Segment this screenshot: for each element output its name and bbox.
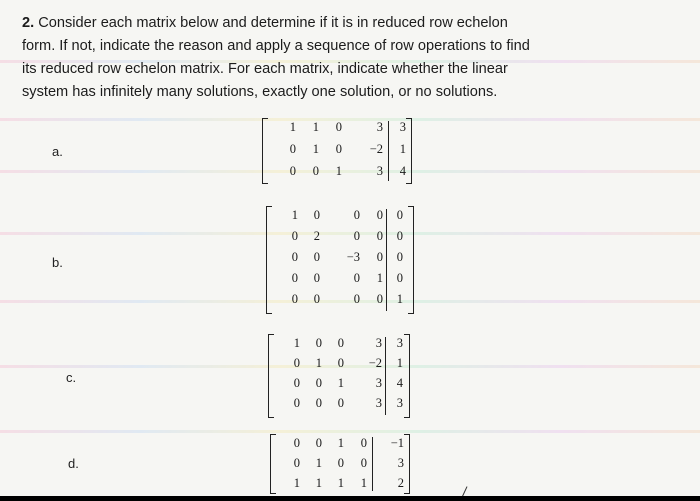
matrix-b-cell: 0 xyxy=(291,292,298,306)
matrix-c-left-bracket xyxy=(268,334,274,418)
matrix-b-cell: 0 xyxy=(313,250,320,264)
problem-line-2: form. If not, indicate the reason and apply a sequence of row operations to find xyxy=(22,38,530,54)
matrix-c-cell: 3 xyxy=(375,336,382,350)
matrix-d-cell: 1 xyxy=(315,476,322,490)
matrix-a-cell: 1 xyxy=(289,120,296,134)
matrix-b-cell: 0 xyxy=(291,271,298,285)
matrix-b-cell: 1 xyxy=(291,208,298,222)
label-a: a. xyxy=(52,144,63,159)
matrix-b-aug-cell: 0 xyxy=(396,250,403,264)
matrix-b-cell: 0 xyxy=(313,208,320,222)
matrix-c-cell: 3 xyxy=(375,396,382,410)
matrix-d-cell: 1 xyxy=(293,476,300,490)
matrix-d-cell: 0 xyxy=(360,436,367,450)
matrix-b-cell: 0 xyxy=(376,208,383,222)
label-d: d. xyxy=(68,456,79,471)
matrix-b xyxy=(266,206,414,314)
matrix-a-cell: 0 xyxy=(289,164,296,178)
matrix-b-right-bracket xyxy=(408,206,414,314)
matrix-a-right-bracket xyxy=(406,118,412,184)
matrix-a-cell: 0 xyxy=(289,142,296,156)
matrix-d-cell: 1 xyxy=(337,476,344,490)
matrix-a-cell: 0 xyxy=(335,142,342,156)
matrix-a-cell: 3 xyxy=(376,164,383,178)
matrix-b-cell: 0 xyxy=(353,292,360,306)
matrix-b-cell: 0 xyxy=(313,271,320,285)
matrix-b-cell: 0 xyxy=(291,229,298,243)
matrix-b-aug-cell: 0 xyxy=(396,208,403,222)
matrix-a-cell: 0 xyxy=(335,120,342,134)
matrix-c-cell: 3 xyxy=(375,376,382,390)
matrix-d-cell: 0 xyxy=(360,456,367,470)
matrix-a-aug-cell: 3 xyxy=(399,120,406,134)
matrix-c-cell: 0 xyxy=(337,356,344,370)
matrix-a-cell: −2 xyxy=(369,142,383,156)
matrix-c-cell: 0 xyxy=(293,396,300,410)
matrix-b-cell: 0 xyxy=(376,250,383,264)
matrix-b-cell: 2 xyxy=(313,229,320,243)
matrix-d-cell: 0 xyxy=(337,456,344,470)
matrix-b-aug-cell: 0 xyxy=(396,271,403,285)
matrix-d-cell: 1 xyxy=(360,476,367,490)
problem-line-4: system has infinitely many solutions, exactly one solution, or no solutions. xyxy=(22,84,498,100)
matrix-d-aug-cell: −1 xyxy=(390,436,404,450)
matrix-a-aug-cell: 4 xyxy=(399,164,406,178)
matrix-b-cell: 0 xyxy=(291,250,298,264)
matrix-a-aug-cell: 1 xyxy=(399,142,406,156)
matrix-c xyxy=(268,334,410,418)
matrix-a-left-bracket xyxy=(262,118,268,184)
matrix-c-aug-cell: 1 xyxy=(396,356,403,370)
matrix-c-right-bracket xyxy=(404,334,410,418)
matrix-b-cell: 0 xyxy=(353,208,360,222)
matrix-d-aug-cell: 2 xyxy=(397,476,404,490)
matrix-d-augment-bar xyxy=(372,437,373,491)
matrix-a xyxy=(262,118,412,184)
matrix-b-cell: 0 xyxy=(313,292,320,306)
matrix-d-cell: 0 xyxy=(293,456,300,470)
matrix-b-cell: 0 xyxy=(353,271,360,285)
matrix-d xyxy=(270,434,410,494)
matrix-b-aug-cell: 0 xyxy=(396,229,403,243)
matrix-c-cell: 0 xyxy=(293,376,300,390)
matrix-d-cell: 0 xyxy=(315,436,322,450)
matrix-c-cell: −2 xyxy=(368,356,382,370)
matrix-d-cell: 1 xyxy=(337,436,344,450)
matrix-a-cell: 0 xyxy=(312,164,319,178)
matrix-b-cell: 1 xyxy=(376,271,383,285)
matrix-a-cell: 1 xyxy=(312,142,319,156)
matrix-b-cell: 0 xyxy=(376,292,383,306)
matrix-c-cell: 0 xyxy=(315,396,322,410)
matrix-b-cell: 0 xyxy=(376,229,383,243)
matrix-c-aug-cell: 4 xyxy=(396,376,403,390)
matrix-d-right-bracket xyxy=(404,434,410,494)
problem-number: 2. xyxy=(22,15,35,31)
matrix-a-cell: 3 xyxy=(376,120,383,134)
matrix-a-cell: 1 xyxy=(335,164,342,178)
matrix-c-cell: 1 xyxy=(337,376,344,390)
label-c: c. xyxy=(66,370,77,385)
matrix-b-aug-cell: 1 xyxy=(396,292,403,306)
matrix-d-aug-cell: 3 xyxy=(397,456,404,470)
problem-line-3: its reduced row echelon matrix. For each matrix, indicate whether the linear xyxy=(22,61,508,77)
matrix-c-aug-cell: 3 xyxy=(396,396,403,410)
matrix-c-cell: 1 xyxy=(315,356,322,370)
matrix-d-cell: 1 xyxy=(315,456,322,470)
matrix-b-left-bracket xyxy=(266,206,272,314)
matrix-c-aug-cell: 3 xyxy=(396,336,403,350)
matrix-d-left-bracket xyxy=(270,434,276,494)
matrix-c-cell: 1 xyxy=(293,336,300,350)
matrix-c-cell: 0 xyxy=(315,376,322,390)
pen-mark xyxy=(462,486,468,496)
matrix-b-cell: 0 xyxy=(353,229,360,243)
matrix-c-cell: 0 xyxy=(337,336,344,350)
problem-statement xyxy=(22,12,682,104)
matrix-a-cell: 1 xyxy=(312,120,319,134)
matrix-c-cell: 0 xyxy=(293,356,300,370)
matrix-b-cell: −3 xyxy=(346,250,360,264)
label-b: b. xyxy=(52,255,63,270)
matrix-d-cell: 0 xyxy=(293,436,300,450)
matrix-c-cell: 0 xyxy=(315,336,322,350)
matrix-c-cell: 0 xyxy=(337,396,344,410)
problem-line-1: 2. Consider each matrix below and determine if it is in reduced row echelon xyxy=(22,15,508,31)
